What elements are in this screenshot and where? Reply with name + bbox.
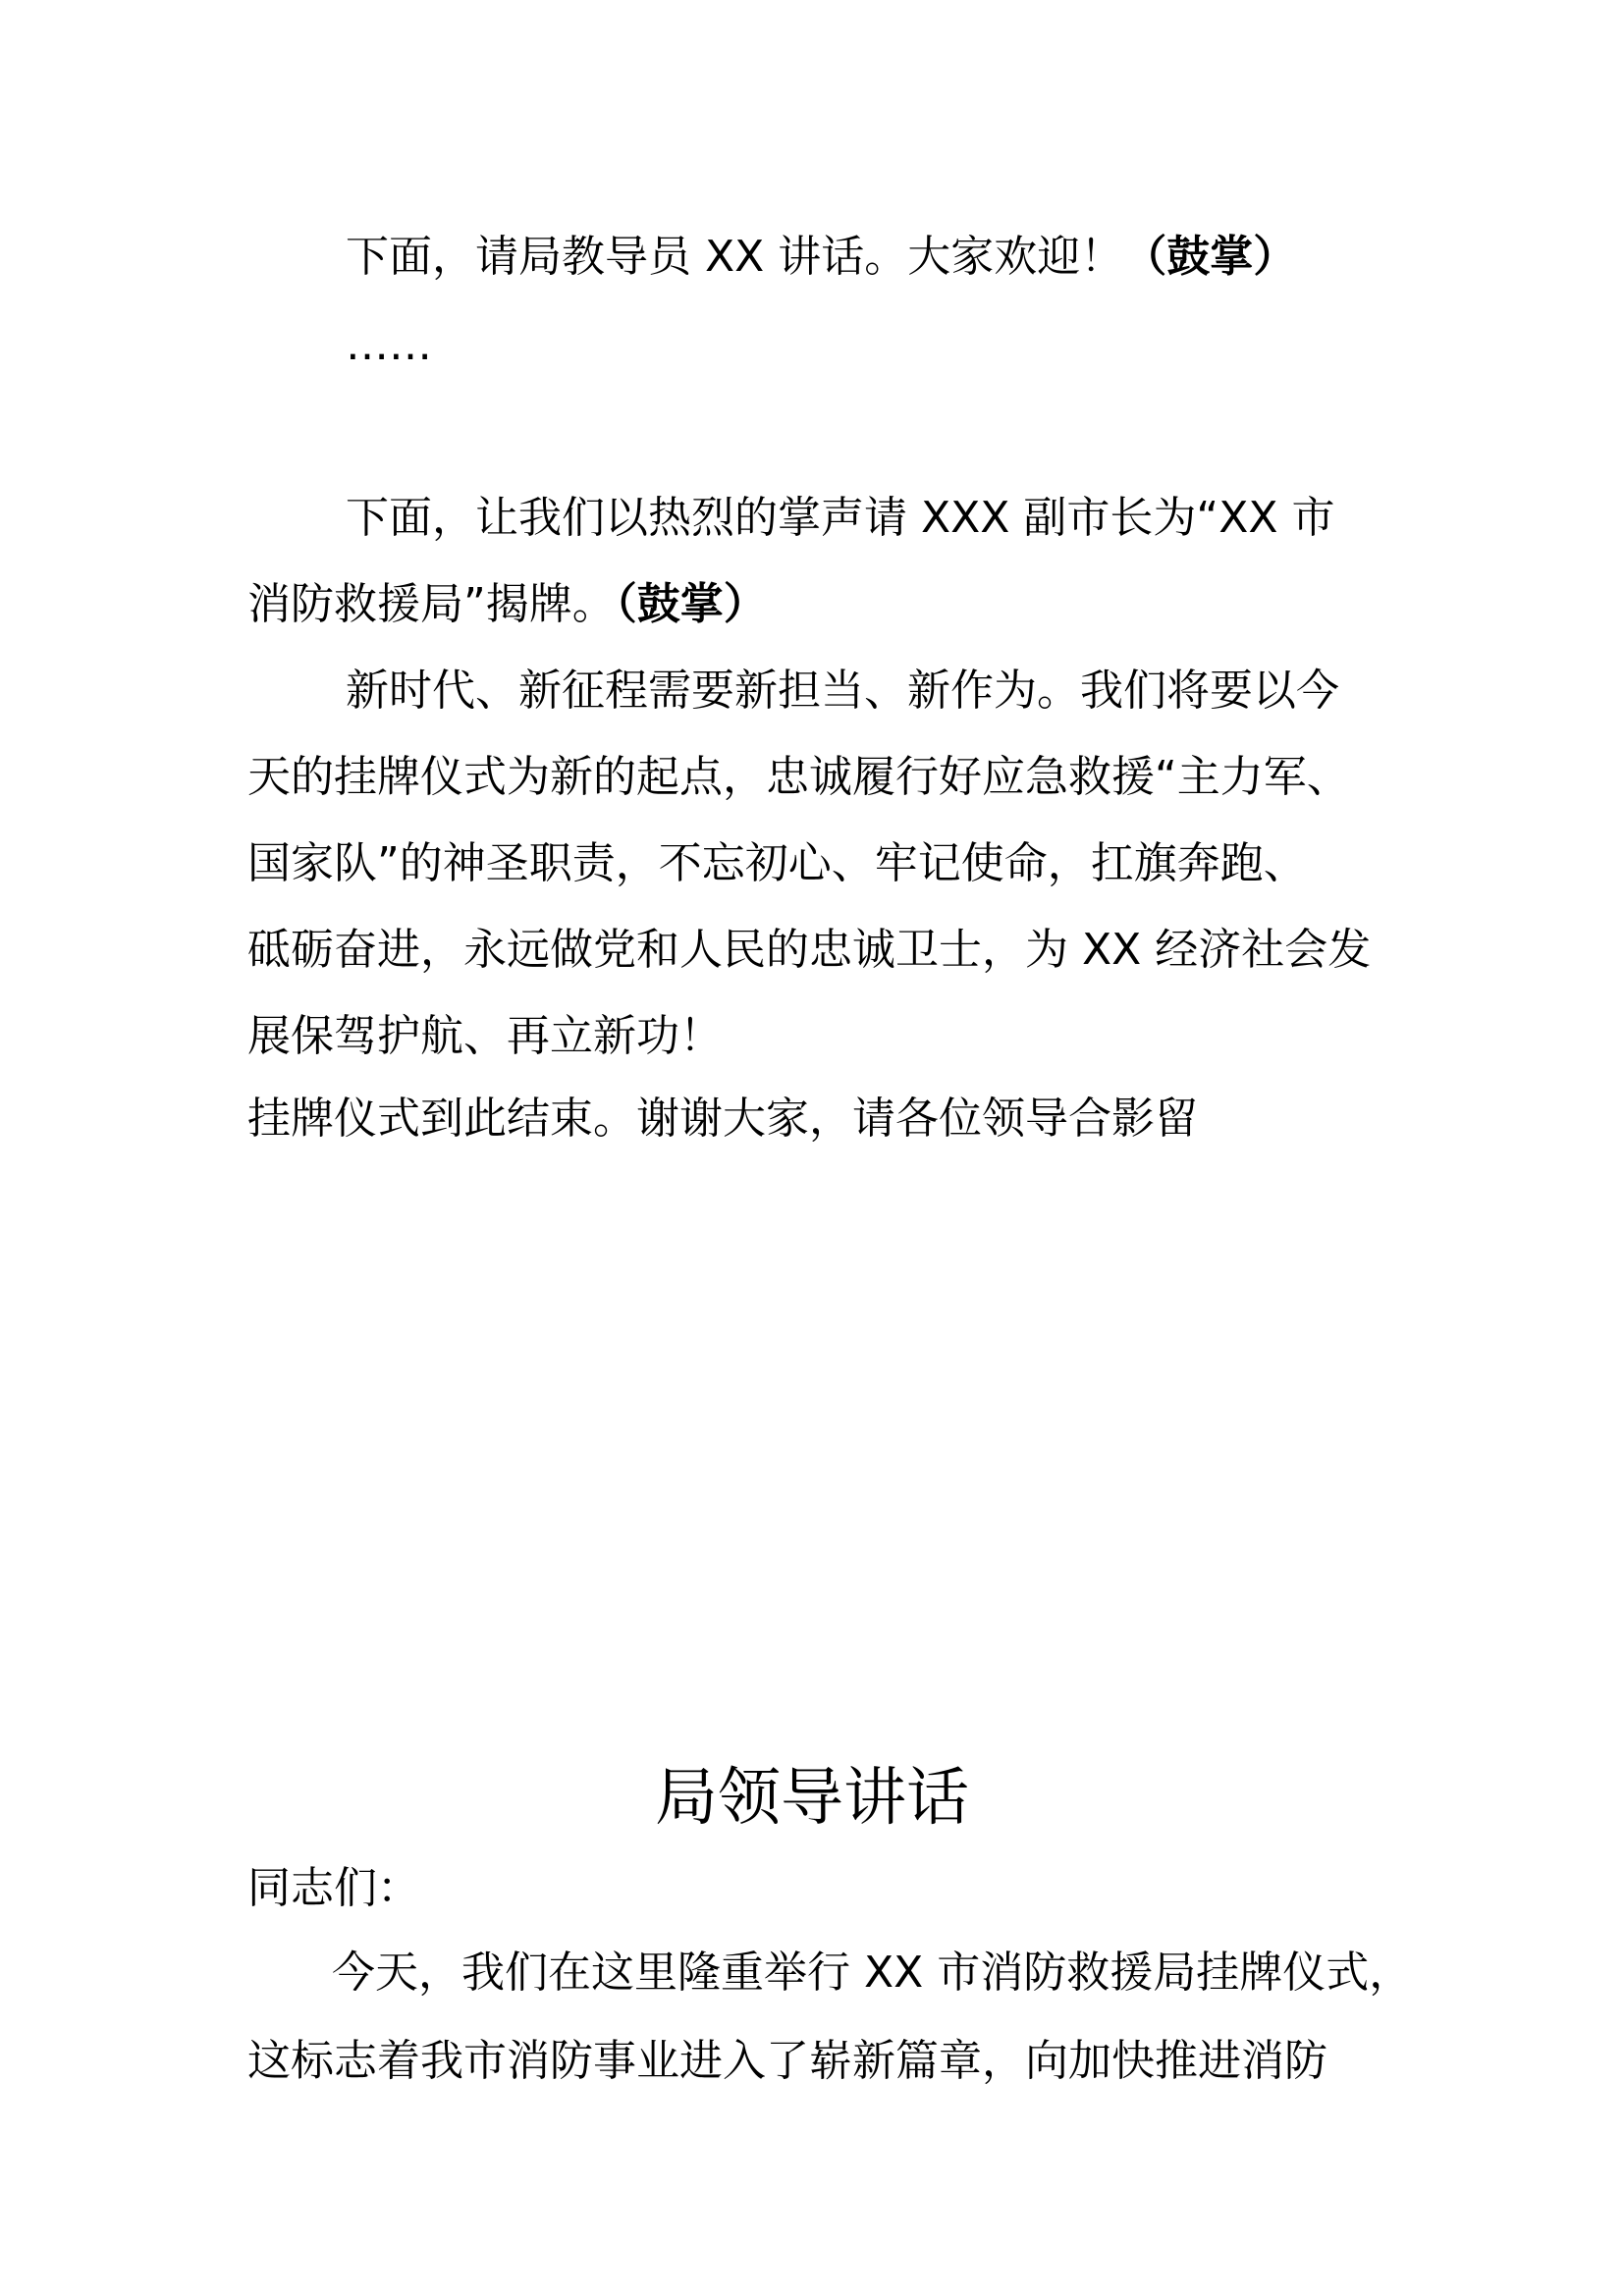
salutation: 同志们： bbox=[247, 1863, 420, 1913]
paragraph-new-era-line-2: 天的挂牌仪式为新的起点，忠诚履行好应急救援“主力军、 bbox=[247, 752, 1350, 802]
paragraph-speech-line-1: 今天，我们在这里隆重举行 XX 市消防救援局挂牌仪式， bbox=[332, 1948, 1413, 1998]
paragraph-speech-line-2: 这标志着我市消防事业进入了崭新篇章，向加快推进消防 bbox=[247, 2036, 1327, 2086]
paragraph-unveil-line-2 bbox=[247, 575, 767, 634]
applause-note: （鼓掌） bbox=[1123, 232, 1297, 282]
paragraph-text: 下面，请局教导员 XX 讲话。大家欢迎！ bbox=[346, 232, 1124, 282]
ellipsis: …… bbox=[346, 320, 432, 370]
paragraph-unveil-line-1: 下面，让我们以热烈的掌声请 XXX 副市长为“XX 市 bbox=[346, 493, 1335, 543]
applause-note: （鼓掌） bbox=[615, 579, 767, 629]
paragraph-text: 消防救援局”揭牌。 bbox=[247, 579, 616, 629]
paragraph-speech-invite bbox=[346, 228, 1296, 287]
paragraph-new-era-line-4: 砥砺奋进，永远做党和人民的忠诚卫士，为 XX 经济社会发 bbox=[247, 925, 1372, 975]
paragraph-new-era-line-3: 国家队”的神圣职责，不忘初心、牢记使命，扛旗奔跑、 bbox=[247, 838, 1307, 888]
paragraph-new-era-line-5: 展保驾护航、再立新功！ bbox=[247, 1011, 723, 1061]
paragraph-new-era-line-1: 新时代、新征程需要新担当、新作为。我们将要以今 bbox=[346, 666, 1339, 716]
paragraph-closing: 挂牌仪式到此结束。谢谢大家，请各位领导合影留 bbox=[247, 1094, 1198, 1144]
section-title: 局领导讲话 bbox=[655, 1762, 969, 1835]
